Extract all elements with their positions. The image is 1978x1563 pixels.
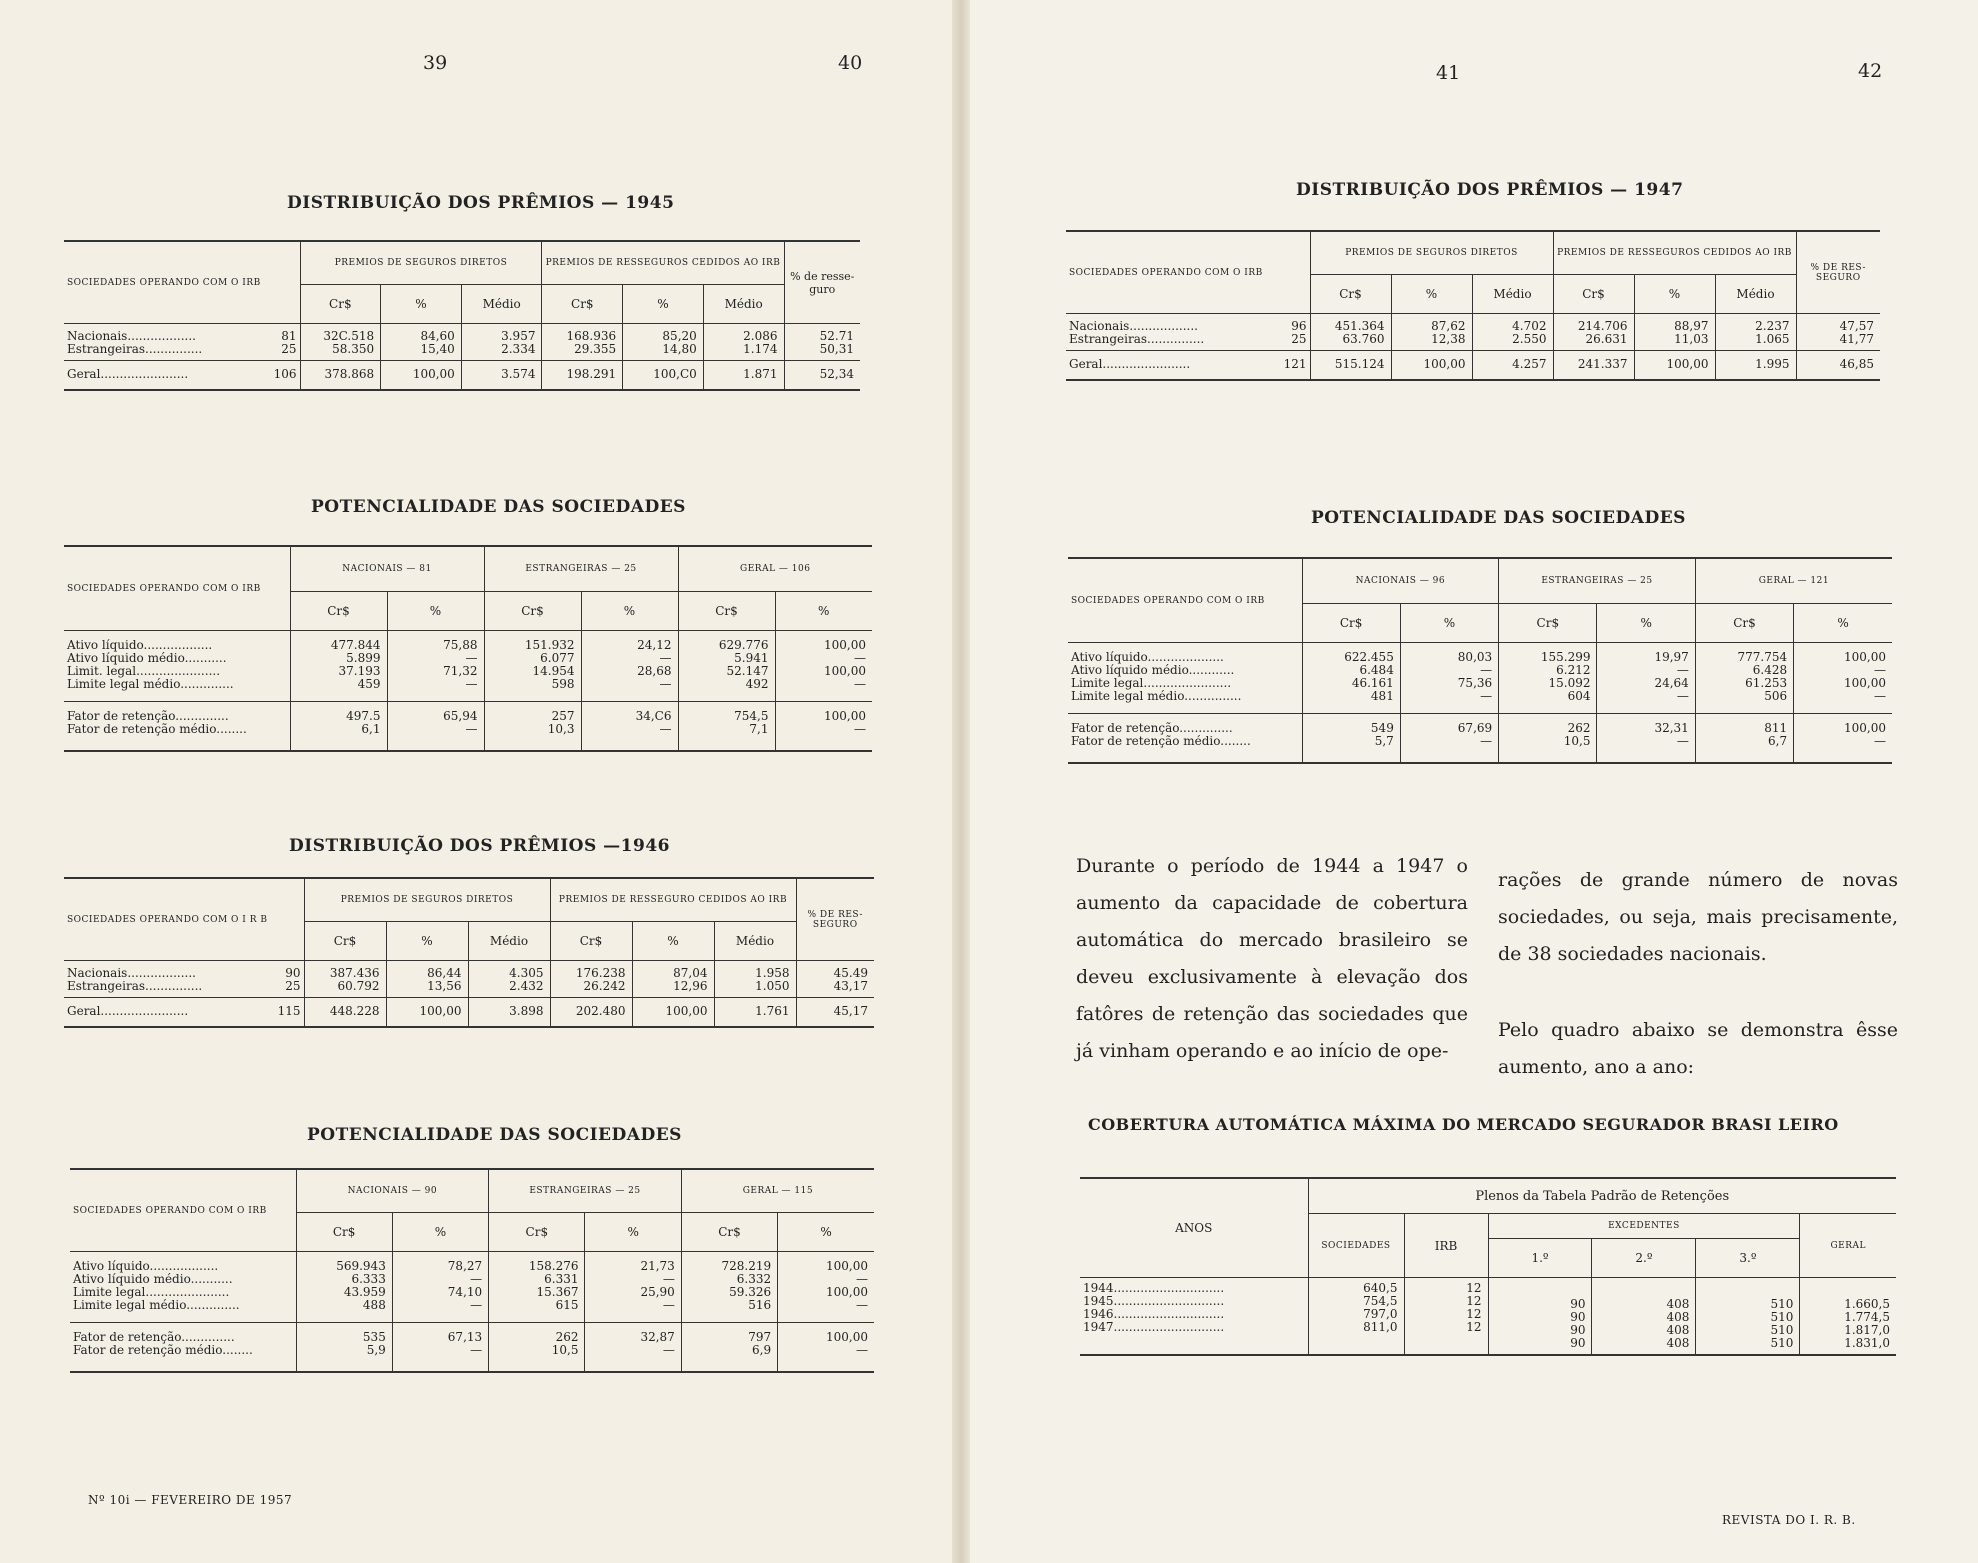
cell: 65,94 —	[387, 702, 484, 752]
plenos-header: Plenos da Tabela Padrão de Retenções	[1308, 1178, 1896, 1214]
group-header: GERAL — 106	[678, 546, 872, 592]
table-row	[70, 1252, 874, 1323]
cell: 477.844 5.899 37.193 459	[290, 631, 387, 702]
cell: 45,17	[796, 998, 874, 1028]
row-count: 96	[1291, 319, 1307, 333]
table-row	[64, 980, 874, 998]
col-header: %	[1391, 275, 1472, 314]
cell: 510 510 510 510	[1696, 1278, 1800, 1356]
col-header: Cr$	[1695, 604, 1793, 643]
cell: 80,03 — 75,36 —	[1400, 643, 1498, 714]
cell: 87,04	[632, 961, 714, 981]
cell: 41,77	[1796, 333, 1880, 351]
col-header: %	[585, 1213, 681, 1252]
table-row	[64, 343, 860, 361]
col-header: 1.º	[1488, 1239, 1592, 1278]
table-row	[1066, 351, 1880, 381]
table-dist-1946	[64, 877, 874, 1028]
table-pot-1947	[1068, 557, 1892, 764]
col-header: %	[1794, 604, 1892, 643]
cell: 100,00 — 100,00 —	[1794, 643, 1892, 714]
cell: 2.550	[1472, 333, 1553, 351]
cell: 19,97 — 24,64 —	[1597, 643, 1695, 714]
cell: 12,96	[632, 980, 714, 998]
col-header: Cr$	[296, 1213, 392, 1252]
table-body	[70, 1252, 874, 1373]
cell: 408 408 408 408	[1592, 1278, 1696, 1356]
table-body	[64, 324, 860, 391]
cell: 100,00	[1391, 351, 1472, 381]
row-labels: Ativo líquido.................. Ativo líquido médio........... Limite legal...................... Limite legal médio..............	[70, 1252, 296, 1323]
row-count: 106	[273, 367, 297, 381]
cell: 52,34	[784, 361, 860, 391]
anos-header: ANOS	[1175, 1221, 1213, 1235]
row-label-text: Estrangeiras...............	[1069, 333, 1205, 346]
group-header: GERAL — 115	[681, 1169, 874, 1213]
title-dist-1945: DISTRIBUIÇÃO DOS PRÊMIOS — 1945	[287, 193, 675, 213]
footer-revista: REVISTA DO I. R. B.	[1722, 1513, 1856, 1527]
cell: 100,C0	[623, 361, 704, 391]
col-header: %	[581, 592, 678, 631]
page-number-39: 39	[423, 52, 448, 74]
page-number-41: 41	[1436, 62, 1461, 84]
cell: 50,31	[784, 343, 860, 361]
cell: 202.480	[550, 998, 632, 1028]
row-label	[64, 961, 304, 981]
row-count: 121	[1283, 357, 1307, 371]
group-header: ESTRANGEIRAS — 25	[484, 546, 678, 592]
cell: 151.932 6.077 14.954 598	[484, 631, 581, 702]
col-header: Cr$	[489, 1213, 585, 1252]
table-row	[1066, 314, 1880, 334]
cell: 158.276 6.331 15.367 615	[489, 1252, 585, 1323]
cell: 52.71	[784, 324, 860, 344]
table-row	[64, 361, 860, 391]
col-header: Cr$	[681, 1213, 777, 1252]
cell: 1.065	[1715, 333, 1796, 351]
group-header: GERAL — 121	[1695, 558, 1892, 604]
cell: 797 6,9	[681, 1323, 777, 1373]
row-label	[1066, 351, 1310, 381]
group-header: PREMIOS DE RESSEGURO CEDIDOS AO IRB	[550, 878, 796, 922]
cell: 14,80	[623, 343, 704, 361]
cell: 4.257	[1472, 351, 1553, 381]
table-row	[64, 702, 872, 752]
group-header: NACIONAIS — 81	[290, 546, 484, 592]
book-gutter	[952, 0, 970, 1563]
cell: 262 10,5	[1499, 714, 1597, 764]
cell: 12,38	[1391, 333, 1472, 351]
row-label-text: Geral.......................	[67, 367, 189, 381]
table-row	[64, 998, 874, 1028]
table-dist-1947	[1066, 230, 1880, 381]
cell: 88,97	[1634, 314, 1715, 334]
cell: 67,13 —	[392, 1323, 488, 1373]
row-label-text: Estrangeiras...............	[67, 343, 203, 356]
row-label-text: Nacionais..................	[67, 966, 196, 980]
col-header: Médio	[1715, 275, 1796, 314]
paragraph-col1: Durante o período de 1944 a 1947 o aumento da capacidade de cobertura automática do mercado brasileiro se deveu exclusivamente à elevação dos fatôres de retenção das sociedades que já vinham operando e ao início de ope-	[1076, 855, 1468, 1062]
group-header: PREMIOS DE SEGUROS DIRETOS	[304, 878, 550, 922]
table-body	[64, 631, 872, 752]
group-header: ESTRANGEIRAS — 25	[489, 1169, 682, 1213]
table-row	[64, 324, 860, 344]
table-dist-1945	[64, 240, 860, 391]
cell: 46,85	[1796, 351, 1880, 381]
title-dist-1947: DISTRIBUIÇÃO DOS PRÊMIOS — 1947	[1296, 180, 1684, 200]
col-header: Cr$	[678, 592, 775, 631]
cell: 640,5 754,5 797,0 811,0	[1308, 1278, 1404, 1356]
cell: 26.631	[1553, 333, 1634, 351]
cell: 387.436	[304, 961, 386, 981]
cell: 2.086	[703, 324, 784, 344]
cell: 3.898	[468, 998, 550, 1028]
row-labels: Fator de retenção.............. Fator de retenção médio........	[1068, 714, 1302, 764]
col-header: Cr$	[1553, 275, 1634, 314]
cell: 34,C6 —	[581, 702, 678, 752]
soc-header: SOCIEDADES OPERANDO COM O IRB	[73, 1205, 267, 1216]
col-header: Médio	[714, 922, 796, 961]
cell: 100,00 — 100,00 —	[775, 631, 872, 702]
group-header: PREMIOS DE SEGUROS DIRETOS	[1310, 231, 1553, 275]
table-body	[1068, 643, 1892, 764]
cell: 1.995	[1715, 351, 1796, 381]
cell: 15,40	[381, 343, 462, 361]
col-header: %	[632, 922, 714, 961]
cell: 535 5,9	[296, 1323, 392, 1373]
row-labels: Ativo líquido.................. Ativo líquido médio........... Limit. legal...................... Limite legal médio..............	[64, 631, 290, 702]
group-header: PREMIOS DE SEGUROS DIRETOS	[300, 241, 542, 285]
col-header: Cr$	[300, 285, 381, 324]
cell: 24,12 — 28,68 —	[581, 631, 678, 702]
cell: 1.660,5 1.774,5 1.817,0 1.831,0	[1800, 1278, 1896, 1356]
cell: 45.49	[796, 961, 874, 981]
col-header: Cr$	[1302, 604, 1400, 643]
cell: 13,56	[386, 980, 468, 998]
cell: 811 6,7	[1695, 714, 1793, 764]
col-header: IRB	[1404, 1214, 1488, 1278]
col-header: GERAL	[1800, 1214, 1896, 1278]
col-header: SOCIEDADES	[1308, 1214, 1404, 1278]
cell: 4.702	[1472, 314, 1553, 334]
col-header: Cr$	[1310, 275, 1391, 314]
cell: 1.871	[703, 361, 784, 391]
table-pot-1945	[64, 545, 872, 752]
cell: 3.957	[461, 324, 542, 344]
cell: 257 10,3	[484, 702, 581, 752]
row-label	[64, 980, 304, 998]
soc-header: SOCIEDADES OPERANDO COM O IRB	[1071, 595, 1265, 606]
cell: 100,00	[386, 998, 468, 1028]
row-label	[1066, 333, 1310, 351]
cell: 3.574	[461, 361, 542, 391]
paragraph-col2b: Pelo quadro abaixo se demonstra êsse aumento, ano a ano:	[1498, 1019, 1898, 1078]
row-label	[64, 324, 300, 344]
row-count: 90	[285, 966, 301, 980]
title-pot-1947: POTENCIALIDADE DAS SOCIEDADES	[1311, 508, 1686, 528]
cell: 155.299 6.212 15.092 604	[1499, 643, 1597, 714]
cell: 629.776 5.941 52.147 492	[678, 631, 775, 702]
paragraph-col2a: rações de grande número de novas sociedades, ou seja, mais precisamente, de 38 sociedades nacionais.	[1498, 869, 1898, 965]
row-label-text: Geral.......................	[67, 1004, 189, 1018]
row-label	[64, 361, 300, 391]
cell: 448.228	[304, 998, 386, 1028]
col-header: Médio	[1472, 275, 1553, 314]
cell: 497.5 6,1	[290, 702, 387, 752]
table-body	[64, 961, 874, 1028]
cell: 100,00 —	[778, 1323, 874, 1373]
row-count: 25	[285, 980, 301, 993]
col-header: %	[387, 592, 484, 631]
title-cobertura: COBERTURA AUTOMÁTICA MÁXIMA DO MERCADO SEGURADOR BRASI LEIRO	[1088, 1115, 1839, 1134]
col-header: %	[381, 285, 462, 324]
cell: 4.305	[468, 961, 550, 981]
cell: 60.792	[304, 980, 386, 998]
table-row	[1068, 714, 1892, 764]
cell: 12 12 12 12	[1404, 1278, 1488, 1356]
cell: 100,00 — 100,00 —	[778, 1252, 874, 1323]
cell: 100,00 —	[1794, 714, 1892, 764]
col-header: %	[1597, 604, 1695, 643]
row-label	[1066, 314, 1310, 334]
cell: 777.754 6.428 61.253 506	[1695, 643, 1793, 714]
cell: 1.958	[714, 961, 796, 981]
group-header: NACIONAIS — 96	[1302, 558, 1499, 604]
cell: 1.174	[703, 343, 784, 361]
col-header: %	[623, 285, 704, 324]
cell: 87,62	[1391, 314, 1472, 334]
cell: 75,88 — 71,32 —	[387, 631, 484, 702]
cell: 549 5,7	[1302, 714, 1400, 764]
row-count: 25	[1291, 333, 1307, 346]
table-row	[1066, 333, 1880, 351]
cell: 63.760	[1310, 333, 1391, 351]
cell: 21,73 — 25,90 —	[585, 1252, 681, 1323]
row-label-text: Nacionais..................	[1069, 319, 1198, 333]
table-row	[64, 961, 874, 981]
cell: 1.050	[714, 980, 796, 998]
cell: 78,27 — 74,10 —	[392, 1252, 488, 1323]
row-count: 81	[281, 329, 297, 343]
row-label-text: Geral.......................	[1069, 357, 1191, 371]
cell: 2.237	[1715, 314, 1796, 334]
group-header: ESTRANGEIRAS — 25	[1499, 558, 1696, 604]
cell: 67,69 —	[1400, 714, 1498, 764]
years-cell: 1944............................. 1945............................. 1946............................. 1947.............................	[1080, 1278, 1308, 1356]
cell: 100,00	[381, 361, 462, 391]
cell: 32,87 —	[585, 1323, 681, 1373]
cell: 241.337	[1553, 351, 1634, 381]
col-header: Cr$	[290, 592, 387, 631]
col-header: 2.º	[1592, 1239, 1696, 1278]
cell: 176.238	[550, 961, 632, 981]
col-header: Médio	[461, 285, 542, 324]
cell: 2.432	[468, 980, 550, 998]
pct-header: % DE RES-SEGURO	[796, 878, 874, 961]
title-dist-1946: DISTRIBUIÇÃO DOS PRÊMIOS —1946	[289, 836, 670, 856]
cell: 86,44	[386, 961, 468, 981]
cell: 11,03	[1634, 333, 1715, 351]
cell: 26.242	[550, 980, 632, 998]
cell: 85,20	[623, 324, 704, 344]
row-label-text: Estrangeiras...............	[67, 980, 203, 993]
group-header: NACIONAIS — 90	[296, 1169, 489, 1213]
pct-header: % de resse-guro	[784, 241, 860, 324]
col-header: Cr$	[484, 592, 581, 631]
col-header: Cr$	[542, 285, 623, 324]
cell: 100,00	[1634, 351, 1715, 381]
cell: 29.355	[542, 343, 623, 361]
cell: 84,60	[381, 324, 462, 344]
cell: 58.350	[300, 343, 381, 361]
title-pot-1945: POTENCIALIDADE DAS SOCIEDADES	[311, 497, 686, 517]
col-header: %	[392, 1213, 488, 1252]
soc-header: SOCIEDADES OPERANDO COM O IRB	[1069, 267, 1263, 278]
cell: 32C.518	[300, 324, 381, 344]
cell: 451.364	[1310, 314, 1391, 334]
row-labels: Ativo líquido.................... Ativo líquido médio............ Limite legal....................... Limite legal médio...............	[1068, 643, 1302, 714]
table-body	[1066, 314, 1880, 381]
cell: 32,31 —	[1597, 714, 1695, 764]
cell: 1.761	[714, 998, 796, 1028]
row-label	[64, 998, 304, 1028]
col-header: 3.º	[1696, 1239, 1800, 1278]
col-header: %	[386, 922, 468, 961]
title-pot-1946: POTENCIALIDADE DAS SOCIEDADES	[307, 1125, 682, 1145]
row-label-text: Nacionais..................	[67, 329, 196, 343]
cell: 214.706	[1553, 314, 1634, 334]
col-header: Cr$	[550, 922, 632, 961]
cell: 2.334	[461, 343, 542, 361]
col-header: Médio	[703, 285, 784, 324]
col-header: Médio	[468, 922, 550, 961]
cell: 100,00 —	[775, 702, 872, 752]
soc-header: SOCIEDADES OPERANDO COM O IRB	[67, 583, 261, 594]
col-header: Cr$	[304, 922, 386, 961]
table-row	[1068, 643, 1892, 714]
excedentes-header: EXCEDENTES	[1488, 1214, 1800, 1239]
cell: 100,00	[632, 998, 714, 1028]
col-header: %	[1634, 275, 1715, 314]
row-count: 25	[281, 343, 297, 356]
table-body	[1080, 1278, 1896, 1356]
table-pot-1946	[70, 1168, 874, 1373]
cell: 168.936	[542, 324, 623, 344]
page-number-40: 40	[838, 52, 863, 74]
cell: 515.124	[1310, 351, 1391, 381]
pct-header: % DE RES-SEGURO	[1796, 231, 1880, 314]
cell: 754,5 7,1	[678, 702, 775, 752]
table-row	[64, 631, 872, 702]
col-header: %	[778, 1213, 874, 1252]
row-labels: Fator de retenção.............. Fator de retenção médio........	[70, 1323, 296, 1373]
cell: 262 10,5	[489, 1323, 585, 1373]
cell: 47,57	[1796, 314, 1880, 334]
cell: 622.455 6.484 46.161 481	[1302, 643, 1400, 714]
footer-issue: Nº 10i — FEVEREIRO DE 1957	[88, 1493, 293, 1507]
table-row	[70, 1323, 874, 1373]
row-label	[64, 343, 300, 361]
table-cobertura	[1080, 1177, 1896, 1356]
row-labels: Fator de retenção.............. Fator de retenção médio........	[64, 702, 290, 752]
page-number-42: 42	[1858, 60, 1883, 82]
cell: 43,17	[796, 980, 874, 998]
col-header: %	[775, 592, 872, 631]
group-header: PREMIOS DE RESSEGUROS CEDIDOS AO IRB	[1553, 231, 1796, 275]
cell: 90 90 90 90	[1488, 1278, 1592, 1356]
col-header: Cr$	[1499, 604, 1597, 643]
cell: 569.943 6.333 43.959 488	[296, 1252, 392, 1323]
cell: 378.868	[300, 361, 381, 391]
cell: 728.219 6.332 59.326 516	[681, 1252, 777, 1323]
cell: 198.291	[542, 361, 623, 391]
soc-header: SOCIEDADES OPERANDO COM O IRB	[67, 277, 261, 288]
soc-header: SOCIEDADES OPERANDO COM O I R B	[67, 914, 268, 925]
col-header: %	[1400, 604, 1498, 643]
group-header: PREMIOS DE RESSEGUROS CEDIDOS AO IRB	[542, 241, 784, 285]
row-count: 115	[277, 1004, 301, 1018]
